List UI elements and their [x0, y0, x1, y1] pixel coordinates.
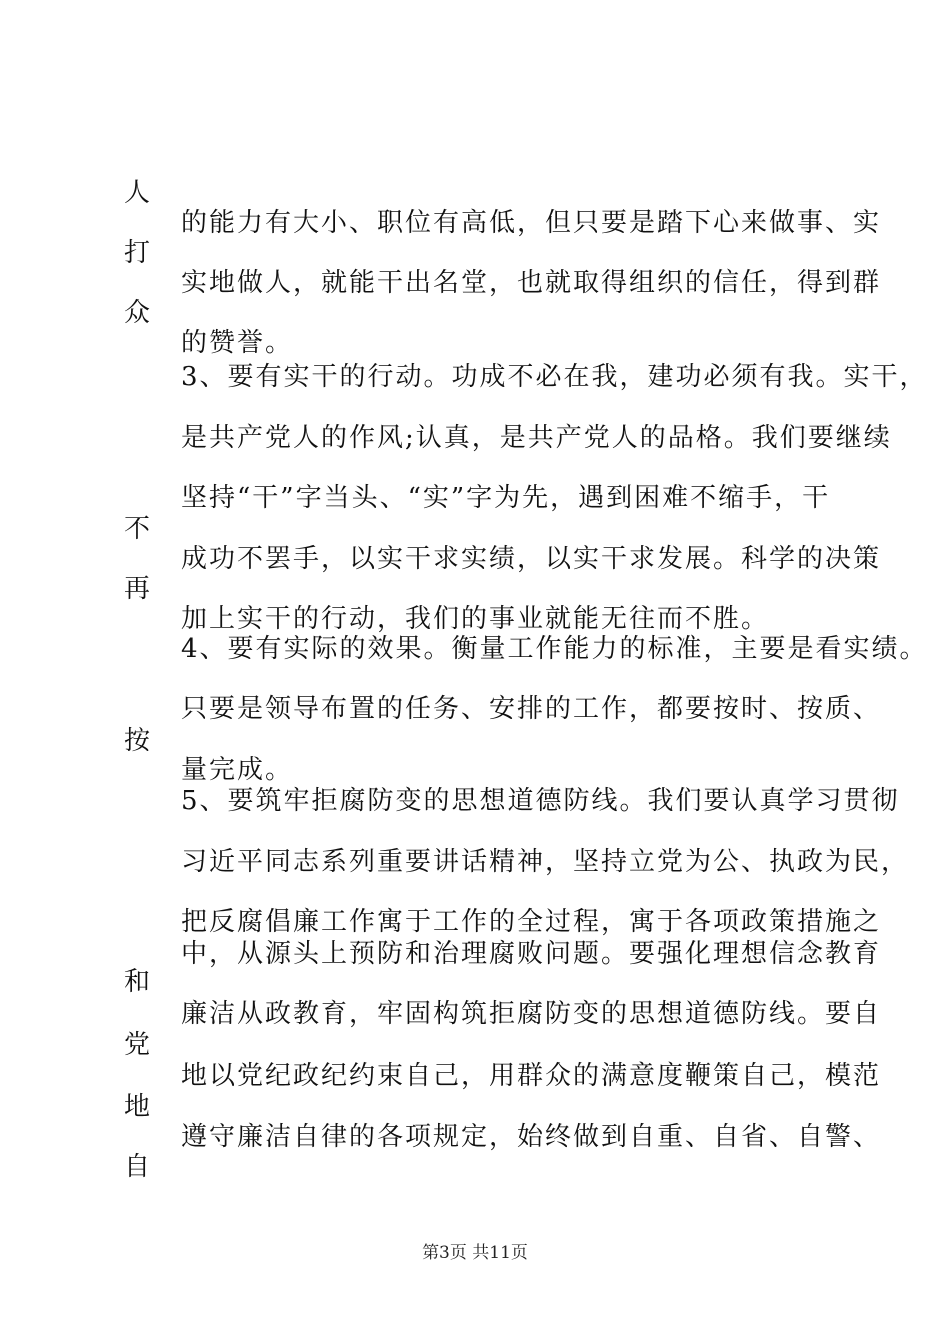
body-line: 的能力有大小、职位有高低，但只要是踏下心来做事、实 [181, 208, 882, 238]
page-footer: 第3页 共11页 [422, 1243, 528, 1263]
body-line: 地以党纪政纪约束自己，用群众的满意度鞭策自己，模范 [181, 1061, 882, 1091]
margin-char: 和 [124, 967, 151, 997]
margin-char: 再 [124, 574, 151, 604]
body-line: 成功不罢手，以实干求实绩，以实干求发展。科学的决策 [181, 544, 882, 574]
body-line: 廉洁从政教育，牢固构筑拒腐防变的思想道德防线。要自 [181, 999, 882, 1029]
margin-char: 党 [124, 1030, 151, 1060]
margin-char: 自 [124, 1152, 151, 1182]
body-line: 习近平同志系列重要讲话精神，坚持立党为公、执政为民， [181, 847, 910, 877]
body-line: 实地做人，就能干出名堂，也就取得组织的信任，得到群 [181, 268, 882, 298]
margin-char: 地 [124, 1092, 151, 1122]
body-line: 4、要有实际的效果。衡量工作能力的标准，主要是看实绩。 [181, 634, 928, 664]
body-line: 3、要有实干的行动。功成不必在我，建功必须有我。实干， [181, 362, 928, 392]
body-line: 只要是领导布置的任务、安排的工作，都要按时、按质、 [181, 694, 882, 724]
body-line: 遵守廉洁自律的各项规定，始终做到自重、自省、自警、 [181, 1122, 882, 1152]
body-line: 把反腐倡廉工作寓于工作的全过程，寓于各项政策措施之 [181, 907, 882, 937]
margin-char: 打 [124, 238, 151, 268]
margin-char: 人 [124, 178, 151, 208]
margin-char: 众 [124, 298, 151, 328]
margin-char: 按 [124, 726, 151, 756]
body-line: 中，从源头上预防和治理腐败问题。要强化理想信念教育 [181, 939, 882, 969]
body-line: 量完成。 [181, 755, 294, 785]
body-line: 的赞誉。 [181, 328, 294, 358]
margin-char: 不 [124, 514, 151, 544]
body-line: 5、要筑牢拒腐防变的思想道德防线。我们要认真学习贯彻 [181, 786, 900, 816]
body-line: 加上实干的行动，我们的事业就能无往而不胜。 [181, 604, 770, 634]
body-line: 是共产党人的作风;认真，是共产党人的品格。我们要继续 [181, 423, 892, 453]
body-line: 坚持“干”字当头、“实”字为先，遇到困难不缩手，干 [181, 483, 831, 513]
